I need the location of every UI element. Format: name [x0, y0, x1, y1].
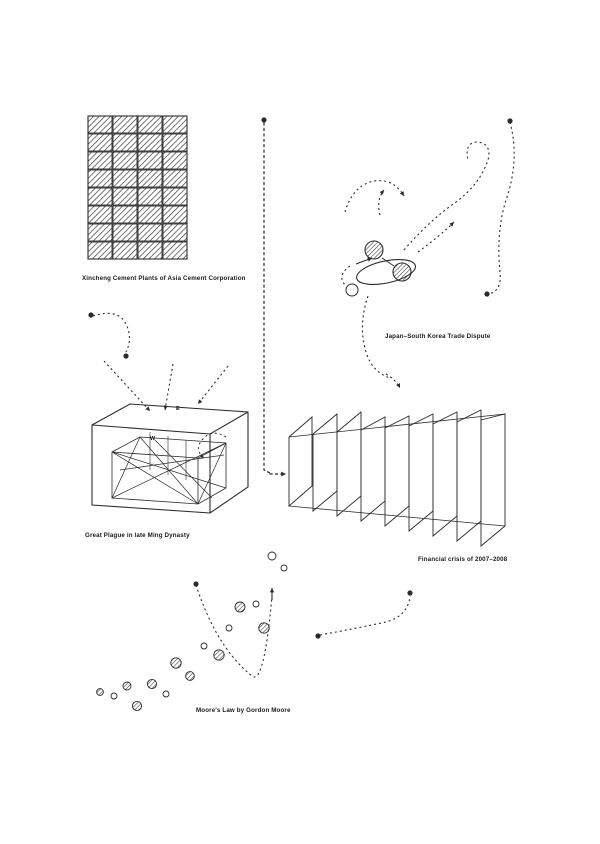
- figure-moore-law: [97, 552, 287, 711]
- figure-xincheng: [88, 116, 187, 259]
- figure-japan-korea: [342, 118, 514, 388]
- svg-text:E: E: [176, 406, 180, 412]
- caption-financial: Financial crisis of 2007–2008: [418, 556, 508, 563]
- figure-financial-planes: [289, 410, 505, 546]
- caption-moore: Moore's Law by Gordon Moore: [196, 707, 291, 714]
- svg-text:W: W: [150, 436, 156, 442]
- caption-japan-korea: Japan–South Korea Trade Dispute: [385, 333, 491, 340]
- connector-arrows-into-plague: [104, 361, 228, 411]
- connector-curve-left-upper: [88, 312, 129, 358]
- xincheng-cell-grid: [88, 116, 187, 259]
- figure-plague-box: [92, 404, 248, 513]
- caption-xincheng: Xincheng Cement Plants of Asia Cement Corporation: [82, 275, 246, 282]
- connector-vertical-spine: [261, 117, 286, 474]
- connector-curve-right-lower: [315, 590, 412, 638]
- caption-plague: Great Plague in late Ming Dynasty: [85, 532, 190, 539]
